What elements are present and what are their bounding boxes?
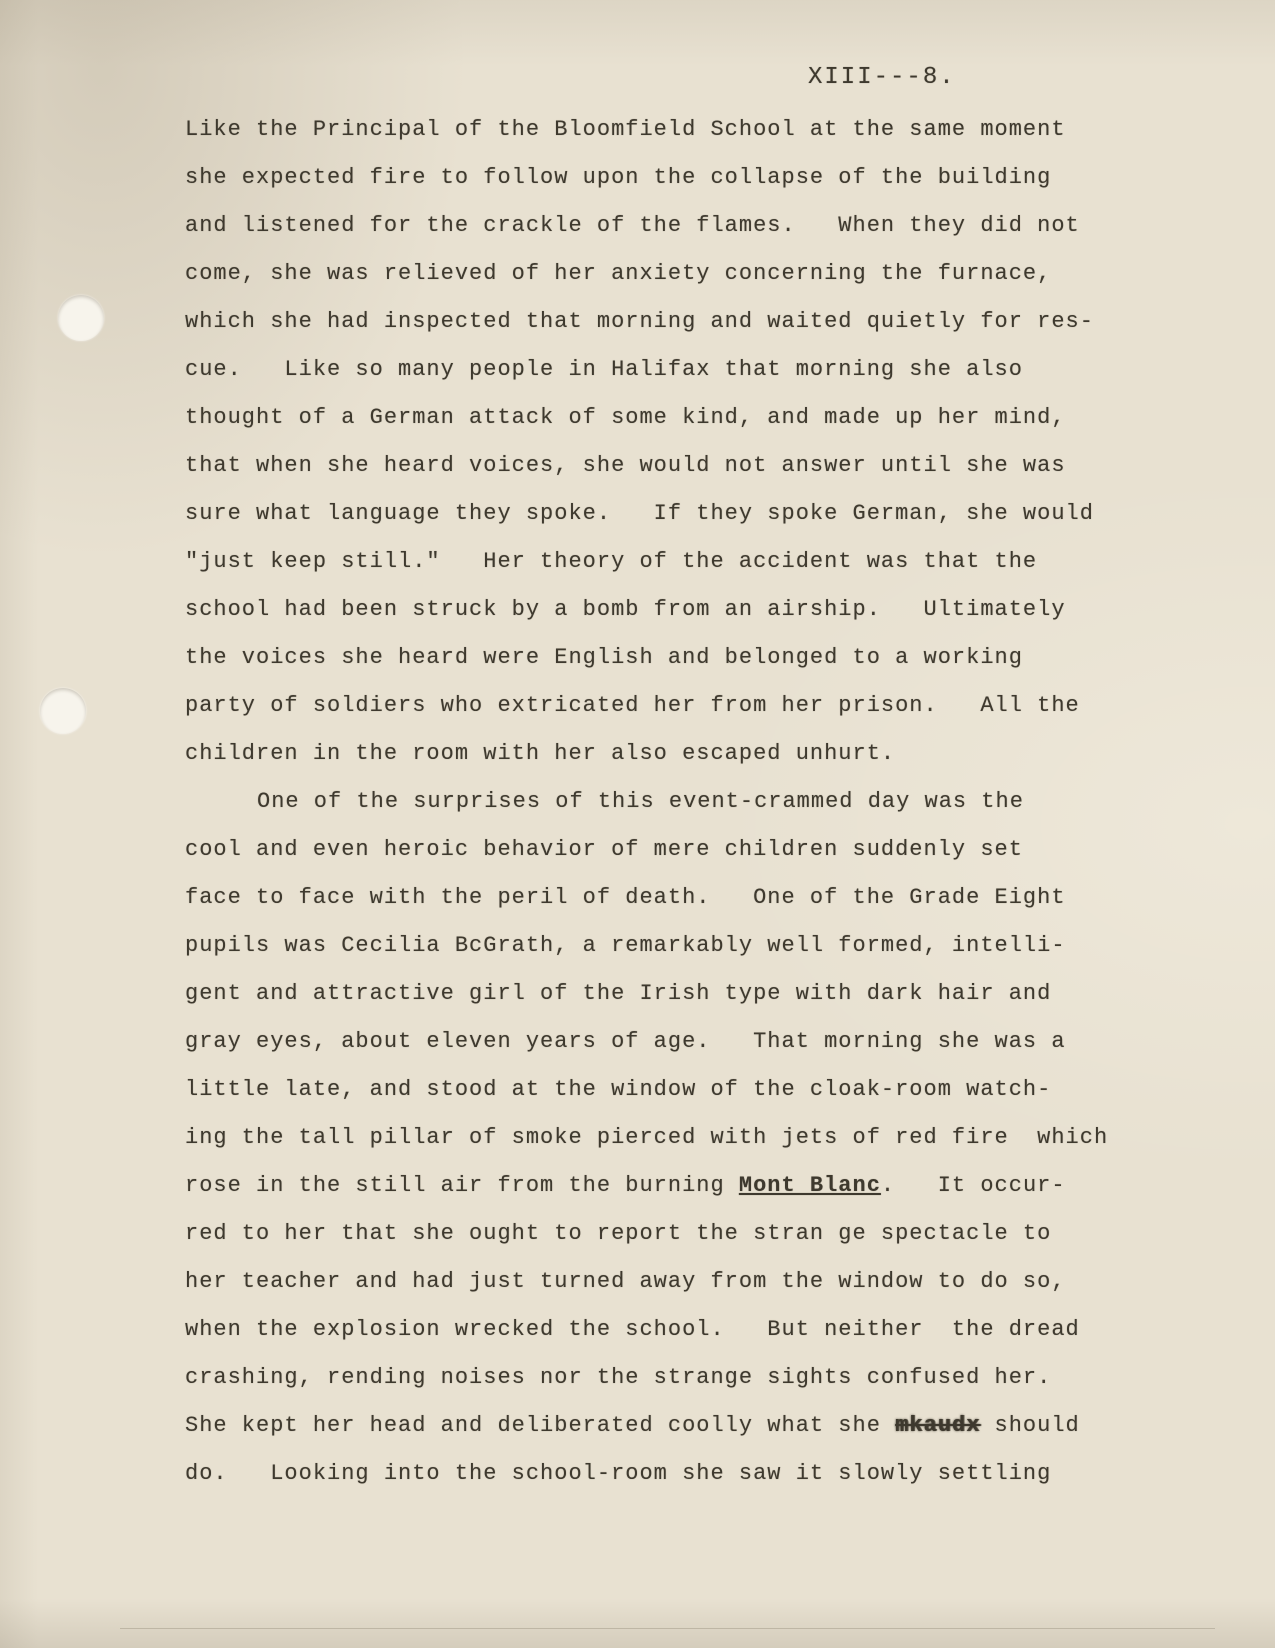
typewritten-text [185,106,1195,1498]
text-line: "just keep still." Her theory of the accident was that the [185,549,1038,574]
text-line: Like the Principal of the Bloomfield School at the same moment [185,117,1066,142]
text-line: party of soldiers who extricated her from her prison. All the [185,693,1080,718]
text-line: sure what language they spoke. If they spoke German, she would [185,501,1094,526]
text-line: come, she was relieved of her anxiety concerning the furnace, [185,261,1052,286]
text-line: that when she heard voices, she would not answer until she was [185,453,1066,478]
text-line: thought of a German attack of some kind, and made up her mind, [185,405,1066,430]
text-line: do. Looking into the school-room she saw it slowly settling [185,1461,1052,1486]
text-line: cue. Like so many people in Halifax that morning she also [185,357,1023,382]
text-line: red to her that she ought to report the stran ge spectacle to [185,1221,1052,1246]
punch-hole-top [58,295,104,341]
overtyped-correction: mkaudx [895,1413,981,1438]
text-line: face to face with the peril of death. One of the Grade Eight [185,885,1066,910]
text-line: when the explosion wrecked the school. But neither the dread [185,1317,1080,1342]
punch-hole-bottom [40,688,86,734]
text-line: children in the room with her also escaped unhurt. [185,741,896,766]
text-line: school had been struck by a bomb from an airship. Ultimately [185,597,1066,622]
text-line: little late, and stood at the window of the cloak-room watch- [185,1077,1052,1102]
text-line: gray eyes, about eleven years of age. That morning she was a [185,1029,1066,1054]
text-line: she expected fire to follow upon the collapse of the building [185,165,1052,190]
text-line: pupils was Cecilia BcGrath, a remarkably well formed, intelli- [185,933,1066,958]
underlined-text: Mont Blanc [738,1173,881,1198]
text-line: which she had inspected that morning and waited quietly for res- [185,309,1094,334]
page-number: XIII---8. [808,64,956,91]
text-line: the voices she heard were English and belonged to a working [185,645,1023,670]
text-line: cool and even heroic behavior of mere children suddenly set [185,837,1023,862]
text-line: She kept her head and deliberated coolly what she mkaudx should [185,1413,1080,1438]
text-line: gent and attractive girl of the Irish type with dark hair and [185,981,1052,1006]
text-line: rose in the still air from the burning Mont Blanc. It occur- [185,1173,1066,1198]
text-line: her teacher and had just turned away from the window to do so, [185,1269,1066,1294]
text-line: ing the tall pillar of smoke pierced with jets of red fire which [185,1125,1109,1150]
text-line: and listened for the crackle of the flames. When they did not [185,213,1080,238]
text-line: crashing, rending noises nor the strange sights confused her. [185,1365,1052,1390]
text-line: One of the surprises of this event-crammed day was the [257,789,1024,814]
